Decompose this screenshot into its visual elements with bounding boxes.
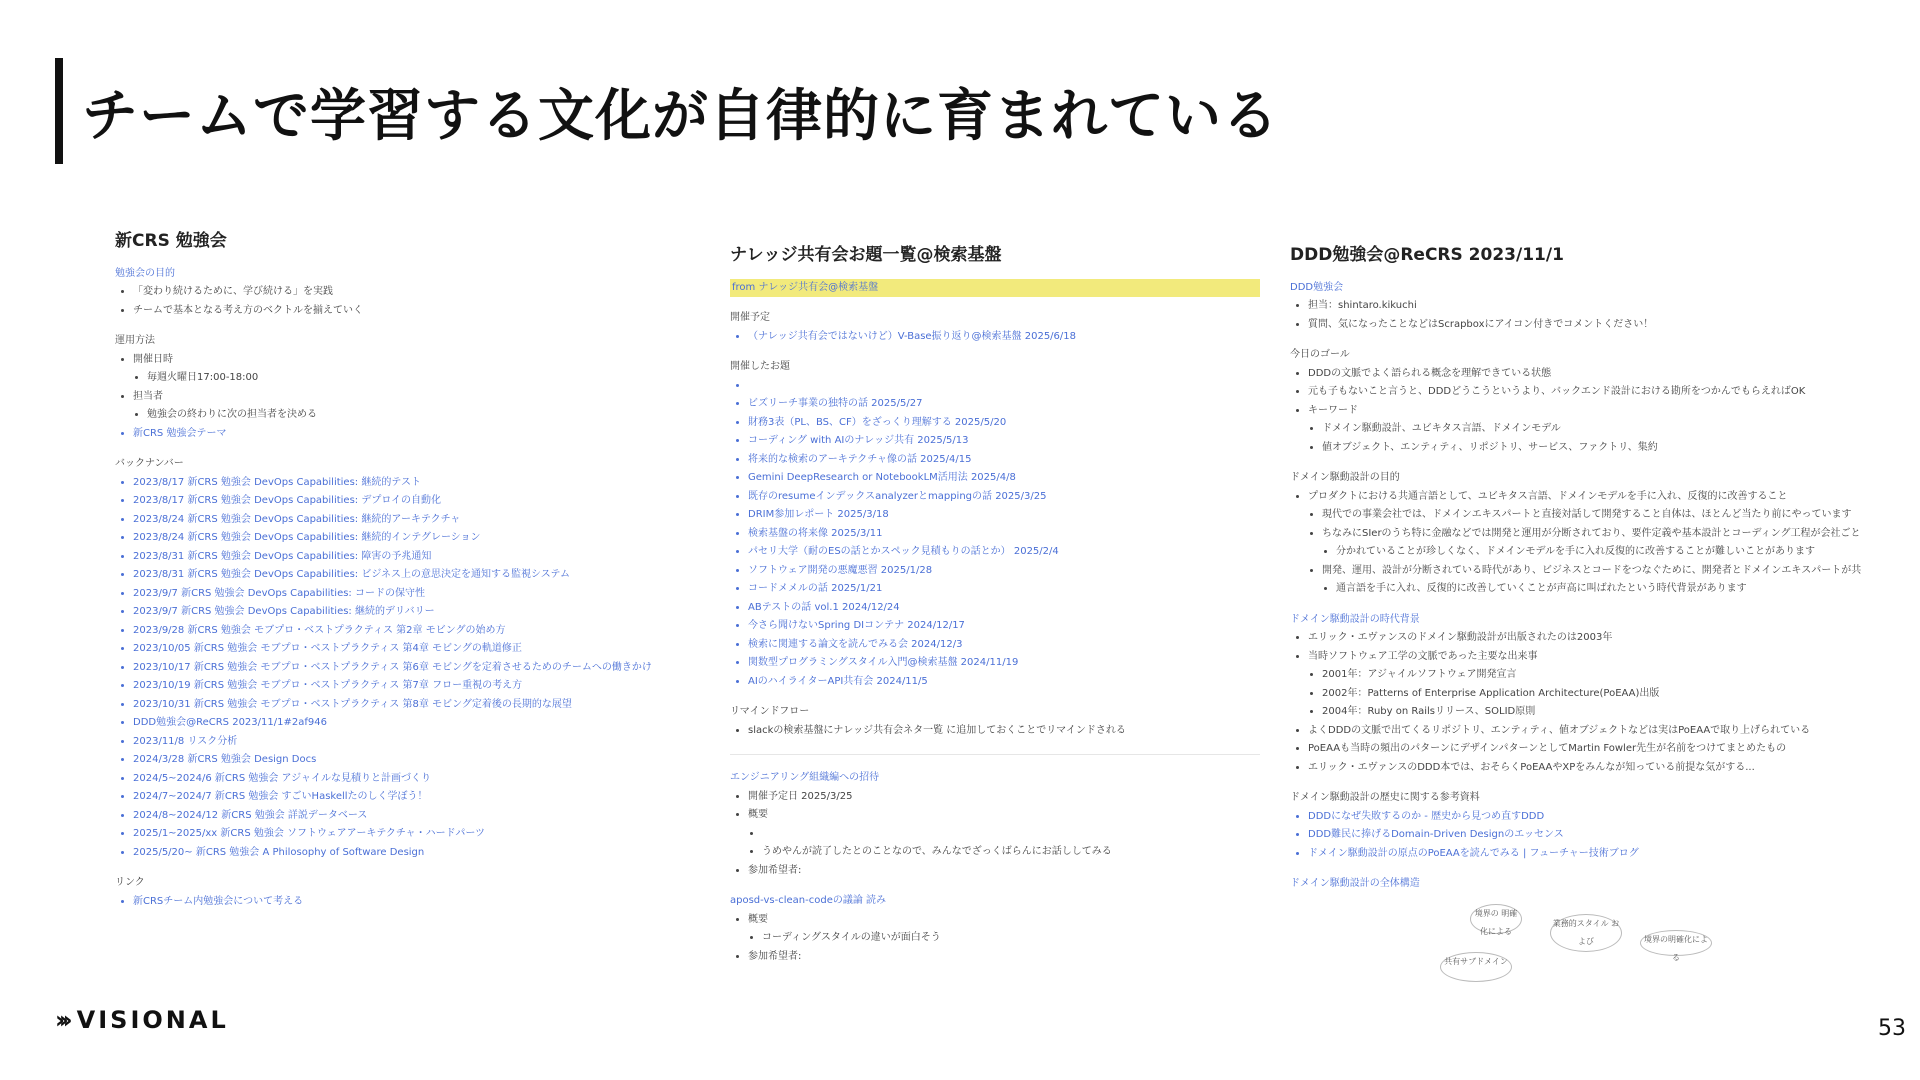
backnumber-list bbox=[115, 474, 675, 863]
list-item: • チームで基本となる考え方のベクトルを揃えていく bbox=[133, 302, 675, 321]
list-item[interactable]: • Gemini DeepResearch or NotebookLM活用法 2025/4/8 bbox=[748, 469, 1260, 488]
panel-title: 新CRS 勉強会 bbox=[115, 231, 227, 251]
visional-logo bbox=[55, 1006, 229, 1034]
list-item[interactable]: • 2023/9/7 新CRS 勉強会 DevOps Capabilities: コードの保守性 bbox=[133, 585, 675, 604]
list-item: • 「変わり続けるために、学び続ける」を実践 bbox=[133, 283, 675, 302]
apo-list bbox=[730, 911, 1260, 967]
list-item: • 参加希望者: bbox=[748, 948, 1260, 967]
list-item: • エリック・エヴァンスのドメイン駆動設計が出版されたのは2003年 bbox=[1308, 629, 1870, 648]
eng-heading[interactable]: エンジニアリング組織編への招待 bbox=[730, 772, 880, 783]
list-item: • 2004年：Ruby on Railsリリース、SOLID原則 bbox=[1322, 703, 1870, 722]
list-item: • 概要 bbox=[748, 911, 1260, 930]
list-item[interactable]: • 2025/5/20~ 新CRS 勉強会 A Philosophy of Software Design bbox=[133, 844, 675, 863]
list-item[interactable]: • 既存のresumeインデックスanalyzerとmappingの話 2025/3/25 bbox=[748, 488, 1260, 507]
list-item[interactable]: • パセリ大学（耐のESの話とかスペック見積もりの話とか） 2025/2/4 bbox=[748, 543, 1260, 562]
list-item: • 元も子もないこと言うと、DDDどうこうというより、バックエンド設計における勘所をつかんでもらえればOK bbox=[1308, 383, 1870, 402]
list-item: • slackの検索基盤にナレッジ共有会ネタ一覧 に追加しておくことでリマインドされる bbox=[748, 722, 1260, 741]
overview-heading[interactable]: ドメイン駆動設計の全体構造 bbox=[1290, 878, 1420, 889]
list-item[interactable]: • 2023/8/24 新CRS 勉強会 DevOps Capabilities: 継続的アーキテクチャ bbox=[133, 511, 675, 530]
list-item: • 勉強会の終わりに次の担当者を決める bbox=[147, 406, 675, 425]
ops-heading: 運用方法 bbox=[115, 335, 155, 346]
goal-heading: 今日のゴール bbox=[1290, 349, 1350, 360]
list-item: • 概要 bbox=[748, 806, 1260, 825]
slide-title: チームで学習する文化が自律的に育まれている bbox=[82, 84, 1279, 149]
links-heading: リンク bbox=[115, 877, 145, 888]
list-item[interactable]: • 今さら聞けないSpring DIコンテナ 2024/12/17 bbox=[748, 617, 1260, 636]
page-number: 53 bbox=[1878, 1016, 1906, 1041]
list-item[interactable]: • 2023/10/19 新CRS 勉強会 モブプロ・ベストプラクティス 第7章 フロー重視の考え方 bbox=[133, 677, 675, 696]
panel-title: DDD勉強会@ReCRS 2023/11/1 bbox=[1290, 245, 1564, 265]
list-item[interactable]: • 2023/8/31 新CRS 勉強会 DevOps Capabilities: 障害の予兆通知 bbox=[133, 548, 675, 567]
list-item[interactable]: • コーディング with AIのナレッジ共有 2025/5/13 bbox=[748, 432, 1260, 451]
list-item: • DDDの文脈でよく語られる概念を理解できている状態 bbox=[1308, 365, 1870, 384]
list-item[interactable]: • ビズリーチ事業の独特の話 2025/5/27 bbox=[748, 395, 1260, 414]
list-item: • よくDDDの文脈で出てくるリポジトリ、エンティティ、値オブジェクトなどは実はPoEAAで取り上げられている bbox=[1308, 722, 1870, 741]
list-item: • 参加希望者: bbox=[748, 862, 1260, 881]
panel-title: ナレッジ共有会お題一覧@検索基盤 bbox=[730, 245, 1002, 265]
list-item: • プロダクトにおける共通言語として、ユビキタス言語、ドメインモデルを手に入れ、反復的に改善すること bbox=[1308, 488, 1870, 507]
goal-list bbox=[1290, 365, 1870, 458]
panel-crs-study bbox=[115, 232, 675, 911]
list-item: • 分かれていることが珍しくなく、ドメインモデルを手に入れ反復的に改善することが難しいことがあります bbox=[1336, 543, 1870, 562]
list-item: • 開催日時 bbox=[133, 351, 675, 370]
mindmap-node: 業務的スタイル および bbox=[1550, 914, 1622, 952]
list-item[interactable]: • 2023/10/31 新CRS 勉強会 モブプロ・ベストプラクティス 第8章 モビング定着後の長期的な展望 bbox=[133, 696, 675, 715]
ddd-heading[interactable]: DDD勉強会 bbox=[1290, 281, 1344, 293]
purpose-heading[interactable]: 勉強会の目的 bbox=[115, 267, 175, 279]
ops-list bbox=[115, 351, 675, 444]
purpose-list bbox=[1290, 488, 1870, 599]
list-item[interactable]: • 2024/3/28 新CRS 勉強会 Design Docs bbox=[133, 751, 675, 770]
list-item[interactable]: • 検索基盤の将来像 2025/3/11 bbox=[748, 525, 1260, 544]
list-item: • 担当：shintaro.kikuchi bbox=[1308, 297, 1870, 316]
list-item[interactable]: • ABテストの話 vol.1 2024/12/24 bbox=[748, 599, 1260, 618]
list-item[interactable]: • 2023/9/7 新CRS 勉強会 DevOps Capabilities: 継続的デリバリー bbox=[133, 603, 675, 622]
reminder-list bbox=[730, 722, 1260, 741]
refs-list bbox=[1290, 808, 1870, 864]
list-item[interactable]: • 2023/11/8 リスク分析 bbox=[133, 733, 675, 752]
list-item[interactable]: • DDD難民に捧げるDomain-Driven Designのエッセンス bbox=[1308, 826, 1870, 845]
mindmap-node: 境界の 明確化による bbox=[1470, 904, 1522, 934]
list-item[interactable]: • コードメメルの話 2025/1/21 bbox=[748, 580, 1260, 599]
list-item: • 質問、気になったことなどはScrapboxにアイコン付きでコメントください！ bbox=[1308, 316, 1870, 335]
list-item bbox=[762, 825, 1260, 844]
title-accent-bar bbox=[55, 58, 63, 164]
list-item[interactable]: • 新CRS 勉強会テーマ bbox=[133, 425, 675, 444]
purpose-list bbox=[115, 283, 675, 320]
mindmap-node: 共有サブドメイン bbox=[1440, 952, 1512, 982]
list-item: • 2002年：Patterns of Enterprise Application Architecture(PoEAA)出版 bbox=[1322, 685, 1870, 704]
list-item: • 通言語を手に入れ、反復的に改善していくことが声高に叫ばれたという時代背景があります bbox=[1336, 580, 1870, 599]
list-item[interactable]: • 2024/8~2024/12 新CRS 勉強会 詳説データベース bbox=[133, 807, 675, 826]
list-item[interactable]: • ドメイン駆動設計の原点のPoEAAを読んでみる | フューチャー技術ブログ bbox=[1308, 845, 1870, 864]
list-item[interactable]: • （ナレッジ共有会ではないけど）V-Base振り返り@検索基盤 2025/6/18 bbox=[748, 328, 1260, 347]
ddd-list bbox=[1290, 297, 1870, 334]
from-line[interactable]: from ナレッジ共有会@検索基盤 bbox=[730, 279, 1260, 298]
list-item: • 開発、運用、設計が分断されている時代があり、ビジネスとコードをつなぐために、開発者とドメインエキスパートが共 bbox=[1322, 562, 1870, 581]
list-item[interactable]: • 将来的な検索のアーキテクチャ像の話 2025/4/15 bbox=[748, 451, 1260, 470]
logo-text: VISIONAL bbox=[76, 1006, 229, 1034]
list-item[interactable]: • DDD勉強会@ReCRS 2023/11/1#2af946 bbox=[133, 714, 675, 733]
list-item: • 当時ソフトウェア工学の文脈であった主要な出来事 bbox=[1308, 648, 1870, 667]
planned-heading: 開催予定 bbox=[730, 312, 770, 323]
list-item: • 現代での事業会社では、ドメインエキスパートと直接対話して開発すること自体は、ほとんど当たり前にやっています bbox=[1322, 506, 1870, 525]
panel-ddd-study bbox=[1290, 246, 1870, 984]
list-item: • コーディングスタイルの違いが面白そう bbox=[762, 929, 1260, 948]
list-item[interactable]: • AIのハイライターAPI共有会 2024/11/5 bbox=[748, 673, 1260, 692]
history-list bbox=[1290, 629, 1870, 777]
eng-list bbox=[730, 788, 1260, 881]
list-item[interactable]: • 財務3表（PL、BS、CF）をざっくり理解する 2025/5/20 bbox=[748, 414, 1260, 433]
chevron-right-icon: ››› bbox=[55, 1006, 67, 1034]
list-item: • 毎週火曜日17:00-18:00 bbox=[147, 369, 675, 388]
list-item: • ちなみにSIerのうち特に金融などでは開発と運用が分断されており、要件定義や基本設計とコーディング工程が会社ごと bbox=[1322, 525, 1870, 544]
list-item[interactable]: • 検索に関連する論文を読んでみる会 2024/12/3 bbox=[748, 636, 1260, 655]
list-item[interactable]: • 2023/8/17 新CRS 勉強会 DevOps Capabilities: デプロイの自動化 bbox=[133, 492, 675, 511]
list-item[interactable] bbox=[748, 377, 1260, 396]
divider bbox=[730, 754, 1260, 755]
history-heading[interactable]: ドメイン駆動設計の時代背景 bbox=[1290, 613, 1420, 625]
mindmap-diagram bbox=[1440, 904, 1740, 984]
list-item[interactable]: • DDDになぜ失敗するのか - 歴史から見つめ直すDDD bbox=[1308, 808, 1870, 827]
list-item[interactable]: • 2024/7~2024/7 新CRS 勉強会 すごいHaskellたのしく学ぼう！ bbox=[133, 788, 675, 807]
list-item: • 値オブジェクト、エンティティ、リポジトリ、サービス、ファクトリ、集約 bbox=[1322, 439, 1870, 458]
purpose-heading: ドメイン駆動設計の目的 bbox=[1290, 472, 1400, 483]
list-item[interactable]: • 2023/10/05 新CRS 勉強会 モブプロ・ベストプラクティス 第4章 モビングの軌道修正 bbox=[133, 640, 675, 659]
list-item[interactable]: • DRIM参加レポート 2025/3/18 bbox=[748, 506, 1260, 525]
list-item: • 2001年：アジャイルソフトウェア開発宣言 bbox=[1322, 666, 1870, 685]
list-item: • キーワード bbox=[1308, 402, 1870, 421]
links-list bbox=[115, 893, 675, 912]
list-item[interactable]: • 2023/8/17 新CRS 勉強会 DevOps Capabilities: 継続的テスト bbox=[133, 474, 675, 493]
list-item[interactable]: • 2025/1~2025/xx 新CRS 勉強会 ソフトウェアアーキテクチャ・ハードパーツ bbox=[133, 825, 675, 844]
reminder-heading: リマインドフロー bbox=[730, 706, 810, 717]
panel-knowledge-share bbox=[730, 246, 1260, 966]
list-item: • 開催予定日 2025/3/25 bbox=[748, 788, 1260, 807]
list-item[interactable]: • 2024/5~2024/6 新CRS 勉強会 アジャイルな見積りと計画づくり bbox=[133, 770, 675, 789]
list-item: • エリック・エヴァンスのDDD本では、おそらくPoEAAやXPをみんなが知っている前提な気がする... bbox=[1308, 759, 1870, 778]
list-item[interactable]: • 2023/8/31 新CRS 勉強会 DevOps Capabilities: ビジネス上の意思決定を通知する監視システム bbox=[133, 566, 675, 585]
list-item[interactable]: • 新CRSチーム内勉強会について考える bbox=[133, 893, 675, 912]
apo-heading[interactable]: aposd-vs-clean-codeの議論 読み bbox=[730, 895, 887, 906]
refs-heading: ドメイン駆動設計の歴史に関する参考資料 bbox=[1290, 792, 1480, 803]
list-item[interactable]: • 2023/9/28 新CRS 勉強会 モブプロ・ベストプラクティス 第2章 モビングの始め方 bbox=[133, 622, 675, 641]
list-item[interactable]: • 2023/8/24 新CRS 勉強会 DevOps Capabilities: 継続的インテグレーション bbox=[133, 529, 675, 548]
list-item: • PoEAAも当時の頻出のパターンにデザインパターンとしてMartin Fowler先生が名前をつけてまとめたもの bbox=[1308, 740, 1870, 759]
list-item[interactable]: • ソフトウェア開発の悪魔悪習 2025/1/28 bbox=[748, 562, 1260, 581]
held-heading: 開催したお題 bbox=[730, 361, 790, 372]
list-item[interactable]: • 2023/10/17 新CRS 勉強会 モブプロ・ベストプラクティス 第6章 モビングを定着させるためのチームへの働きかけ bbox=[133, 659, 675, 678]
list-item[interactable]: • 関数型プログラミングスタイル入門@検索基盤 2024/11/19 bbox=[748, 654, 1260, 673]
list-item: • 担当者 bbox=[133, 388, 675, 407]
list-item: • ドメイン駆動設計、ユビキタス言語、ドメインモデル bbox=[1322, 420, 1870, 439]
list-item: • うめやんが読了したとのことなので、みんなでざっくばらんにお話ししてみる bbox=[762, 843, 1260, 862]
mindmap-node: 境界の明確化による bbox=[1640, 930, 1712, 956]
held-list bbox=[730, 377, 1260, 692]
planned-list bbox=[730, 328, 1260, 347]
backnumber-heading: バックナンバー bbox=[115, 458, 184, 469]
